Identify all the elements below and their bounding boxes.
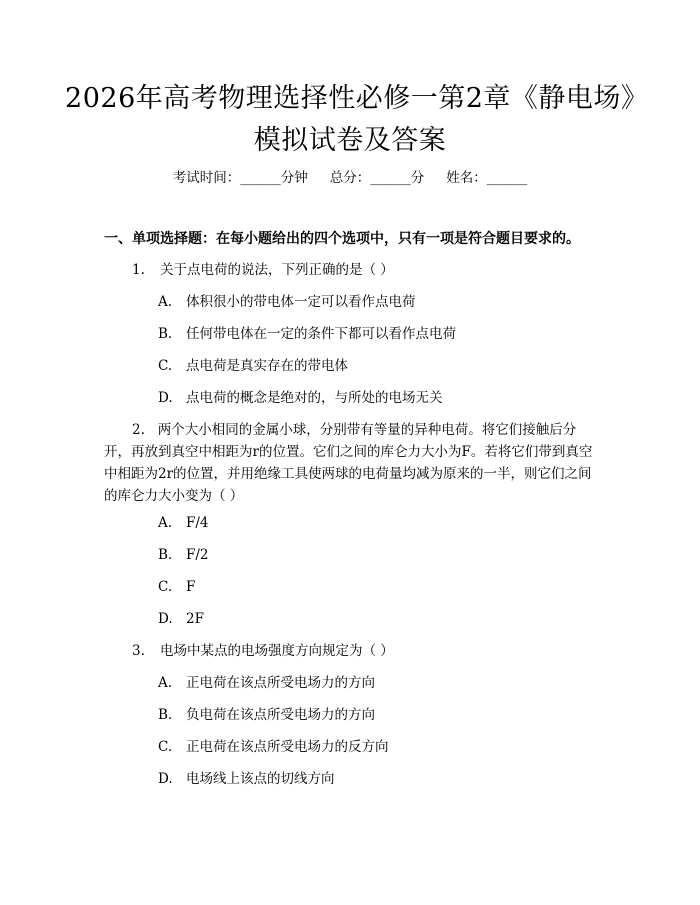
option-2a xyxy=(158,512,598,534)
exam-time: 考试时间：______分钟 xyxy=(172,170,308,186)
option-text: 点电荷是真实存在的带电体 xyxy=(186,358,348,374)
total-score: 总分：______分 xyxy=(329,170,425,186)
option-2c xyxy=(158,576,598,598)
option-3a xyxy=(158,672,598,694)
question-number: 1. xyxy=(132,262,145,278)
question-text: 电场中某点的电场强度方向规定为（ ） xyxy=(160,643,394,659)
question-1 xyxy=(104,259,598,281)
option-letter: D. xyxy=(158,771,173,787)
exam-meta xyxy=(0,168,700,188)
option-letter: B. xyxy=(158,547,173,563)
option-2d xyxy=(158,608,598,630)
option-text: 体积很小的带电体一定可以看作点电荷 xyxy=(186,294,416,310)
option-letter: C. xyxy=(158,358,173,374)
option-letter: B. xyxy=(158,707,173,723)
option-text: F/2 xyxy=(186,547,209,563)
option-1d xyxy=(158,387,598,409)
question-text: 关于点电荷的说法，下列正确的是（ ） xyxy=(160,262,394,278)
option-letter: D. xyxy=(158,611,173,627)
option-text: 2F xyxy=(186,611,204,627)
option-text: 任何带电体在一定的条件下都可以看作点电荷 xyxy=(186,326,456,342)
question-3 xyxy=(104,640,598,662)
question-2 xyxy=(104,419,598,507)
option-1b xyxy=(158,323,598,345)
option-text: 点电荷的概念是绝对的，与所处的电场无关 xyxy=(186,390,443,406)
question-number: 3. xyxy=(132,643,145,659)
option-text: 正电荷在该点所受电场力的反方向 xyxy=(186,739,389,755)
page-title: 2026年高考物理选择性必修一第2章《静电场》模拟试卷及答案 xyxy=(65,83,635,156)
option-text: 正电荷在该点所受电场力的方向 xyxy=(186,675,375,691)
student-name: 姓名：______ xyxy=(446,170,528,186)
option-letter: A. xyxy=(158,294,173,310)
option-text: 电场线上该点的切线方向 xyxy=(186,771,335,787)
option-letter: A. xyxy=(158,675,173,691)
option-2b xyxy=(158,544,598,566)
option-3b xyxy=(158,704,598,726)
question-text: 两个大小相同的金属小球，分别带有等量的异种电荷。将它们接触后分开，再放到真空中相距为r的位置。它们之间的库仑力大小为F。若将它们带到真空中相距为2r的位置，并用绝缘工具使两球的电荷量均减为原来的一半，则它们之间的库仑力大小变为（ ） xyxy=(104,422,593,504)
option-1c xyxy=(158,355,598,377)
option-1a xyxy=(158,291,598,313)
option-letter: C. xyxy=(158,579,173,595)
option-text: F/4 xyxy=(186,515,209,531)
option-3d xyxy=(158,768,598,790)
option-letter: A. xyxy=(158,515,173,531)
option-letter: B. xyxy=(158,326,173,342)
question-number: 2. xyxy=(132,422,145,438)
option-text: 负电荷在该点所受电场力的方向 xyxy=(186,707,375,723)
option-3c xyxy=(158,736,598,758)
section-heading: 一、单项选择题：在每小题给出的四个选项中，只有一项是符合题目要求的。 xyxy=(104,231,580,247)
option-letter: C. xyxy=(158,739,173,755)
option-text: F xyxy=(186,579,196,595)
option-letter: D. xyxy=(158,390,173,406)
